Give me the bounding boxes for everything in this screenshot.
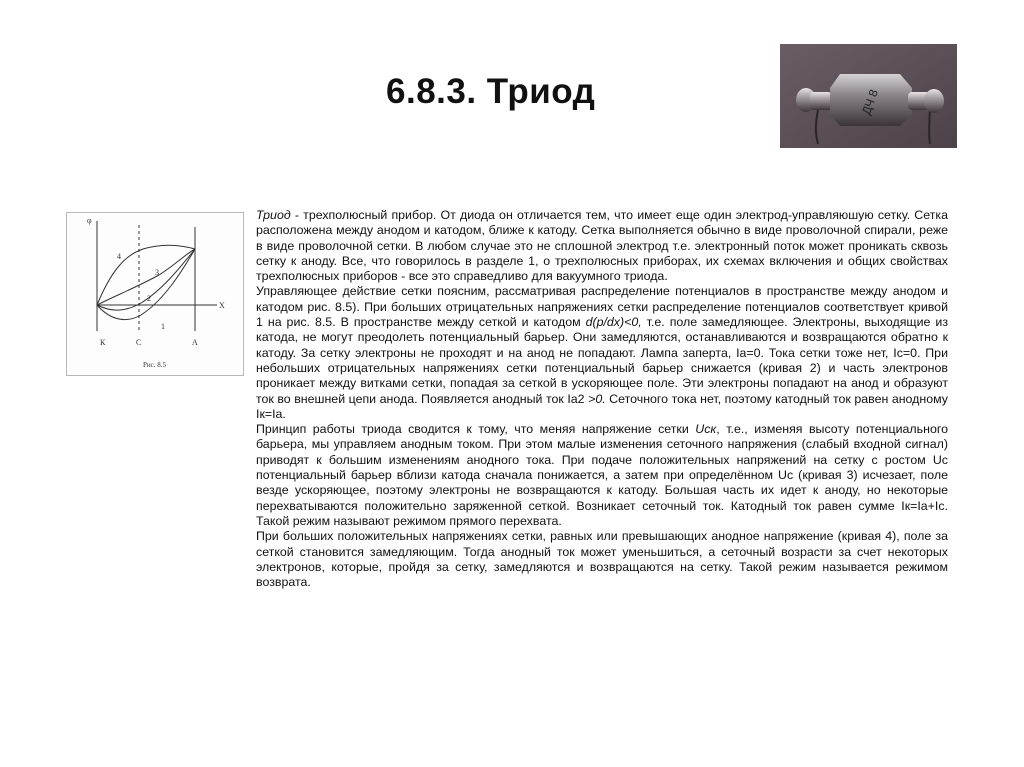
curve-2 <box>97 249 195 310</box>
figure-caption: Рис. 8.5 <box>143 361 166 369</box>
term-triode: Триод <box>256 208 291 222</box>
curve-4 <box>97 245 195 305</box>
paragraph-3-text-b: , т.е., изменяя высоту потенциального барьера, мы управляем анодным током. При этом малые изменения сеточного напряжения (слабый входной сигнал) приводят к большим изменениям анодного тока. При подаче положительных напряжений на сетку с ростом Uс потенциальный барьер вблизи катода сначала понижается, а затем при определённом Uс (кривая 3) исчезает, поле везде ускоряющее, поэтому электроны не возвращаются к катоду. Большая часть их идет к аноду, но некоторые перехватываются положительно заряженной сеткой. Возникает сеточный ток. Катодный ток равен сумме Iк=Iа+Iс. Такой режим называют режимом прямого перехвата. <box>256 422 948 528</box>
potential-diagram <box>66 212 244 376</box>
triode-photo <box>780 44 957 148</box>
curve-3 <box>97 249 195 305</box>
curve-label-4: 4 <box>117 252 121 261</box>
paragraph-1 <box>256 208 948 284</box>
paragraph-1-text: - трехполюсный прибор. От диода он отличается тем, что имеет еще один электрод-управляюшую сетку. Сетка расположена между анодом и катодом, ближе к катоду. Сетка выполняется обычно в виде проволочной спирали, реже в виде проволочной сетки. В любом случае это не сплошной электрод т.е. электронный поток может проникать сквозь сетку к аноду. Все, что говорилось в разделе 1, о трехполюсных приборах, их схемах включения и общих свойствах трехполюсных приборов - все это справедливо для вакуумного триода. <box>256 208 948 284</box>
anode-label: А <box>192 338 198 347</box>
paragraph-2-text-a: Управляющее действие сетки поясним, рассматривая распределение потенциалов в пространстве между анодом и катодом рис. 8.5). При больших отрицательных напряжениях сетки распределение потенциалов соответствует кривой 1 на рис. 8.5. В пространстве между сеткой и катодом <box>256 284 948 330</box>
curve-label-1: 1 <box>161 322 165 331</box>
y-axis-label: φ <box>87 216 92 225</box>
slide-title: 6.8.3. Триод <box>386 72 596 111</box>
curve-label-3: 3 <box>155 268 159 277</box>
x-axis-label: X <box>219 301 225 310</box>
tube-marking: ДЧ 8 <box>859 87 881 117</box>
paragraph-2-text-c: Сеточного тока нет, поэтому катодный ток равен анодному Iк=Iа. <box>256 391 948 421</box>
triode-tube-image <box>780 44 957 148</box>
grid-label: С <box>136 338 142 347</box>
paragraph-2-text-b: т.е. поле замедляющее. Электроны, выходящие из катода, не могут преодолеть потенциальный барьер. Они замедляются, останавливаются и возвращаются обратно к катоду. За сетку электроны не проходят и на анод не попадают. Лампа заперта, Iа=0. Тока сетки тоже нет, Iс=0. При небольших отрицательных напряжениях сетки потенциальный барьер снижается (кривая 2) и часть электронов проникает между витками сетки, попадая за сеткой в ускоряющее поле. Эти электроны попадают на анод и образуют ток во внешней цепи анода. Появляется анодный ток Iа2 <box>256 315 948 406</box>
curve-label-2: 2 <box>147 294 151 303</box>
grid-voltage-symbol: Uск <box>695 422 717 437</box>
body-text <box>256 208 948 590</box>
paragraph-4: При больших положительных напряжениях сетки, равных или превышающих анодное напряжение (кривая 4), поле за сеткой становится замедляющим. Тогда анодный ток может уменьшиться, а сеточный возрасти за счет некоторых электронов, которые, пройдя за сетку, замедляются и возвращаются на сетку. Такой режим называется режимом возврата. <box>256 529 948 590</box>
paragraph-3-text-a: Принцип работы триода сводится к тому, что меняя напряжение сетки <box>256 422 696 437</box>
formula-field-gradient: d(p/dx)<0, <box>585 315 642 330</box>
paragraph-3 <box>256 422 948 529</box>
paragraph-2 <box>256 284 948 422</box>
formula-anode-current: >0. <box>588 391 606 406</box>
cathode-label: К <box>100 338 106 347</box>
